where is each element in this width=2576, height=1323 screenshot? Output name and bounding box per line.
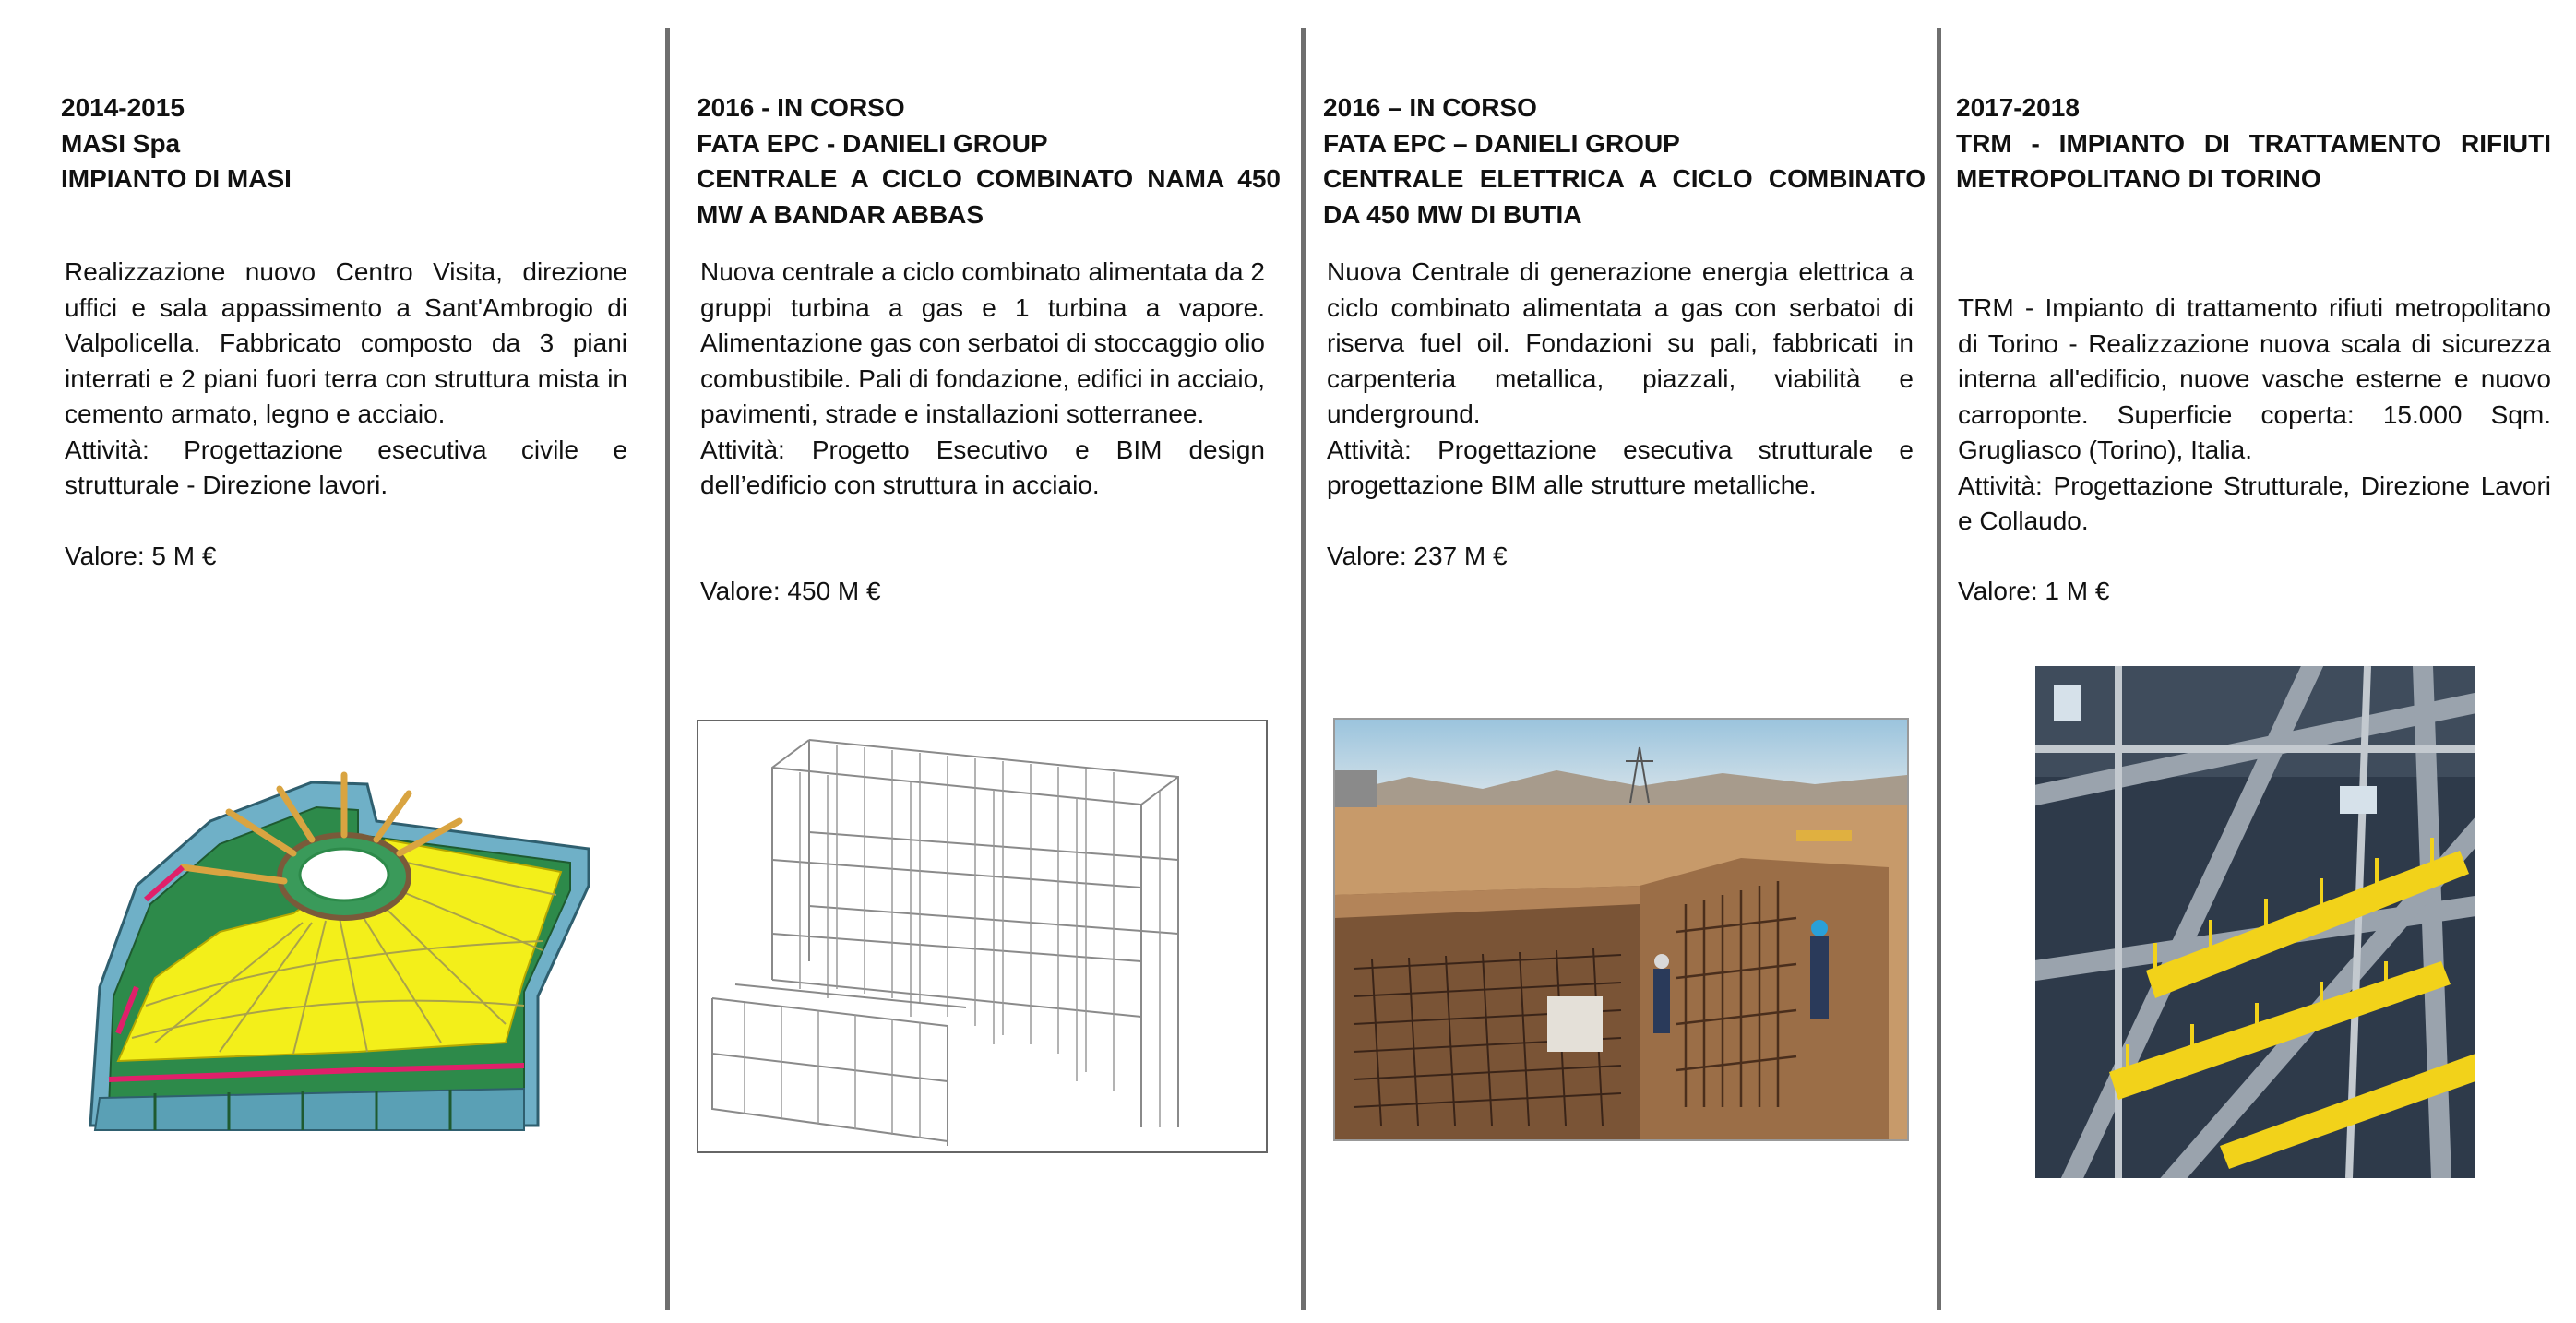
column-divider-1 bbox=[665, 28, 670, 1310]
project-description: Nuova Centrale di generazione energia elettrica a ciclo combinato alimentata a gas con serbatoi di riserva fuel oil. Fondazioni su pali, fabbricati in carpenteria metallica, piazzali, viabilità e underground. bbox=[1327, 257, 1914, 428]
project-description: Realizzazione nuovo Centro Visita, direzione uffici e sala appassimento a Sant'Ambrogio di Valpolicella. Fabbricato composto da 3 piani interrati e 2 piani fuori terra con struttura mista in cemento armato, legno e acciaio. bbox=[65, 257, 627, 428]
masi-3d-structural-model-image bbox=[81, 766, 598, 1149]
project-heading bbox=[1956, 90, 2551, 197]
project-value: Valore: 450 M € bbox=[700, 577, 881, 605]
project-client: FATA EPC - DANIELI GROUP bbox=[697, 128, 1048, 158]
project-activity: Attività: Progettazione esecutiva civile e strutturale - Direzione lavori. bbox=[65, 435, 627, 499]
column-divider-2 bbox=[1301, 28, 1306, 1310]
project-client: FATA EPC – DANIELI GROUP bbox=[1323, 128, 1680, 158]
project-description-block bbox=[700, 255, 1265, 504]
project-period: 2016 – IN CORSO bbox=[1323, 93, 1537, 122]
project-value: Valore: 237 M € bbox=[1327, 542, 1508, 570]
project-heading bbox=[1323, 90, 1926, 232]
project-heading bbox=[697, 90, 1281, 232]
project-period: 2017-2018 bbox=[1956, 93, 2080, 122]
project-client: MASI Spa bbox=[61, 128, 181, 158]
project-value: Valore: 1 M € bbox=[1958, 577, 2110, 605]
project-activity: Attività: Progettazione esecutiva strutturale e progettazione BIM alle strutture metalliche. bbox=[1327, 435, 1914, 499]
project-title: CENTRALE ELETTRICA A CICLO COMBINATO DA 450 MW DI BUTIA bbox=[1323, 164, 1926, 229]
project-title: IMPIANTO DI MASI bbox=[61, 164, 292, 193]
project-description: Nuova centrale a ciclo combinato alimentata da 2 gruppi turbina a gas e 1 turbina a vapore. Alimentazione gas con serbatoi di stoccaggio olio combustibile. Pali di fondazione, edifici in acciaio, pavimenti, strade e installazioni sotterranee. bbox=[700, 257, 1265, 428]
project-description-block bbox=[1327, 255, 1914, 504]
project-description-block bbox=[65, 255, 627, 504]
project-title: TRM - IMPIANTO DI TRATTAMENTO RIFIUTI METROPOLITANO DI TORINO bbox=[1956, 128, 2551, 193]
project-description: TRM - Impianto di trattamento rifiuti metropolitano di Torino - Realizzazione nuova scala di sicurezza interna all'edificio, nuove vasche esterne e nuovo carroponte. Superficie coperta: 15.000 Sqm. Grugliasco (Torino), Italia. bbox=[1958, 293, 2551, 464]
project-period: 2016 - IN CORSO bbox=[697, 93, 905, 122]
project-activity: Attività: Progettazione Strutturale, Direzione Lavori e Collaudo. bbox=[1958, 471, 2551, 535]
project-period: 2014-2015 bbox=[61, 93, 185, 122]
butia-foundation-rebar-site-photo bbox=[1333, 718, 1909, 1141]
project-value: Valore: 5 M € bbox=[65, 542, 217, 570]
nama-steel-frame-bim-drawing-image bbox=[697, 720, 1268, 1153]
project-description-block bbox=[1958, 291, 2551, 540]
column-divider-3 bbox=[1937, 28, 1941, 1310]
project-activity: Attività: Progetto Esecutivo e BIM design dell’edificio con struttura in acciaio. bbox=[700, 435, 1265, 499]
project-title: CENTRALE A CICLO COMBINATO NAMA 450 MW A BANDAR ABBAS bbox=[697, 164, 1281, 229]
project-heading bbox=[61, 90, 633, 197]
trm-steel-stair-photo bbox=[2035, 666, 2475, 1178]
